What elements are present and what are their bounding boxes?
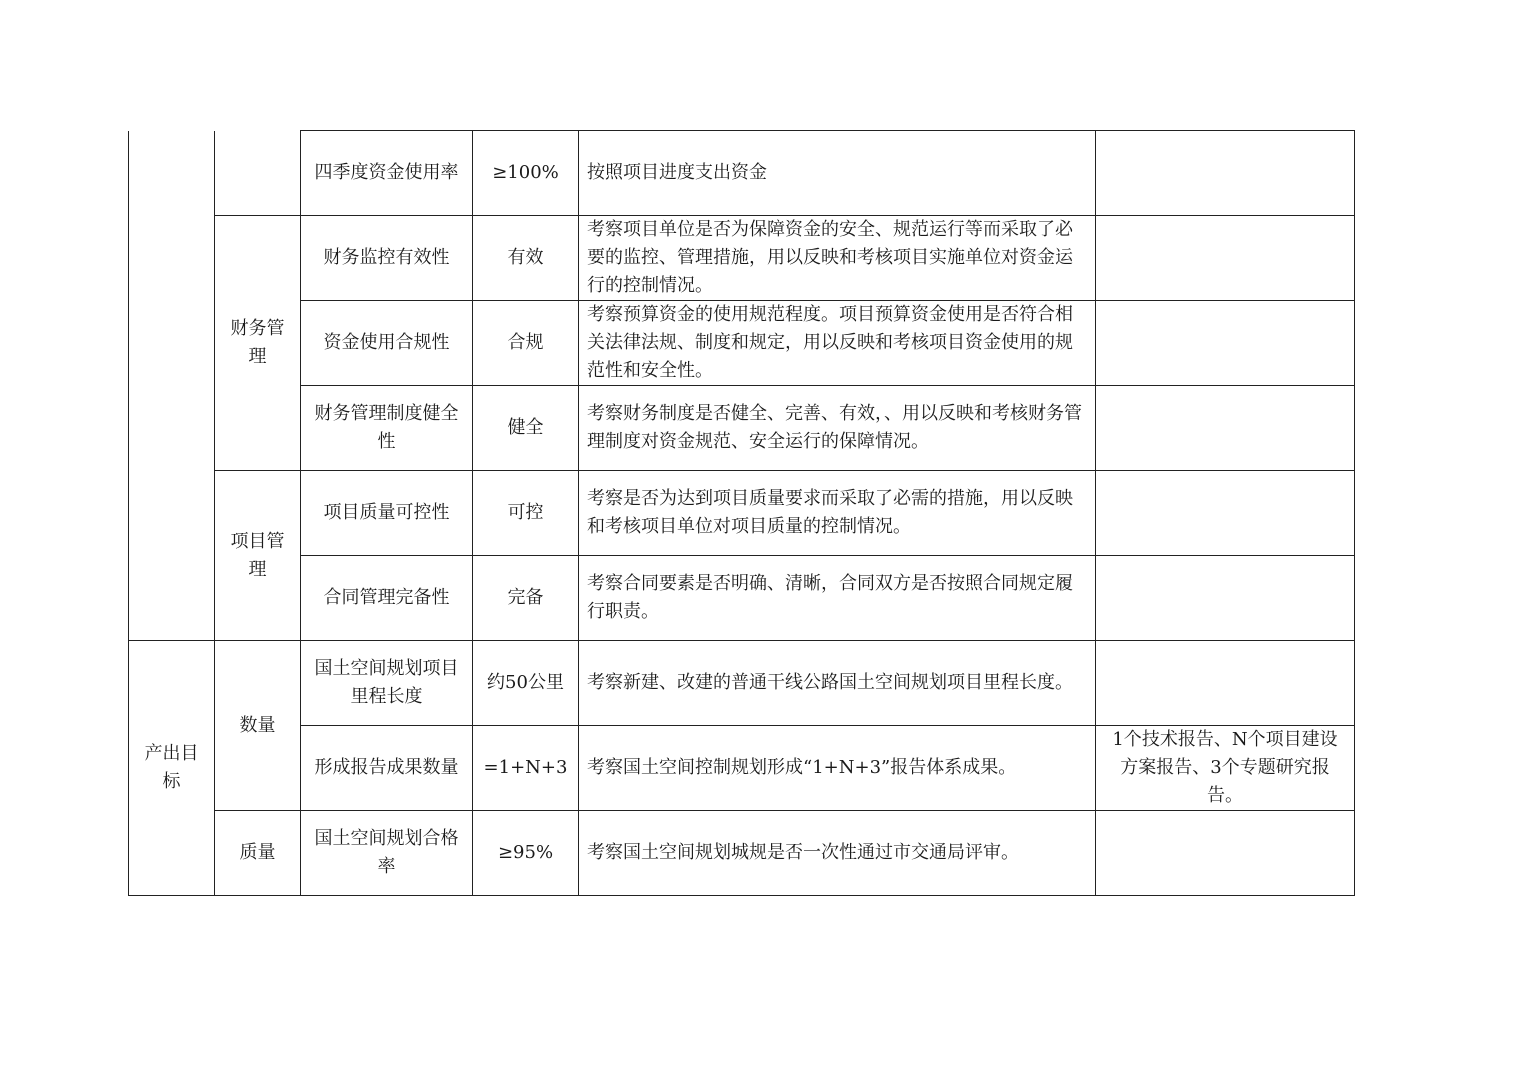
indicator-description: 考察国土空间规划城规是否一次性通过市交通局评审。 xyxy=(579,811,1096,896)
indicator-name: 财务监控有效性 xyxy=(301,216,473,301)
indicator-note xyxy=(1096,641,1355,726)
indicator-name: 项目质量可控性 xyxy=(301,471,473,556)
level2-cell-continued xyxy=(215,131,301,216)
indicator-value: 健全 xyxy=(473,386,579,471)
table-row xyxy=(129,556,1355,641)
indicator-note: 1个技术报告、N个项目建设方案报告、3个专题研究报告。 xyxy=(1096,726,1355,811)
table-row xyxy=(129,471,1355,556)
indicator-note xyxy=(1096,131,1355,216)
level2-quantity: 数量 xyxy=(215,641,301,811)
indicator-description: 考察预算资金的使用规范程度。项目预算资金使用是否符合相关法律法规、制度和规定，用以反映和考核项目资金使用的规范性和安全性。 xyxy=(579,301,1096,386)
indicator-description: 按照项目进度支出资金 xyxy=(579,131,1096,216)
indicator-description: 考察合同要素是否明确、清晰，合同双方是否按照合同规定履行职责。 xyxy=(579,556,1096,641)
table-row xyxy=(129,216,1355,301)
table-row xyxy=(129,301,1355,386)
level1-output: 产出目标 xyxy=(129,641,215,896)
indicator-note xyxy=(1096,216,1355,301)
table-row xyxy=(129,131,1355,216)
indicator-description: 考察国土空间控制规划形成“1+N+3”报告体系成果。 xyxy=(579,726,1096,811)
indicator-description: 考察是否为达到项目质量要求而采取了必需的措施，用以反映和考核项目单位对项目质量的控制情况。 xyxy=(579,471,1096,556)
table-row xyxy=(129,726,1355,811)
indicator-note xyxy=(1096,471,1355,556)
indicator-value: 合规 xyxy=(473,301,579,386)
indicator-name: 财务管理制度健全性 xyxy=(301,386,473,471)
indicator-note xyxy=(1096,811,1355,896)
indicator-name: 四季度资金使用率 xyxy=(301,131,473,216)
indicator-value: 有效 xyxy=(473,216,579,301)
indicator-value: ≥95% xyxy=(473,811,579,896)
performance-indicator-table xyxy=(128,130,1355,896)
indicator-note xyxy=(1096,386,1355,471)
level2-project: 项目管理 xyxy=(215,471,301,641)
indicator-description: 考察项目单位是否为保障资金的安全、规范运行等而采取了必要的监控、管理措施，用以反映和考核项目实施单位对资金运行的控制情况。 xyxy=(579,216,1096,301)
indicator-note xyxy=(1096,556,1355,641)
indicator-name: 形成报告成果数量 xyxy=(301,726,473,811)
table-row xyxy=(129,811,1355,896)
level1-cell-continued xyxy=(129,131,215,641)
indicator-name: 国土空间规划合格率 xyxy=(301,811,473,896)
table-row xyxy=(129,641,1355,726)
indicator-value: 可控 xyxy=(473,471,579,556)
table-row xyxy=(129,386,1355,471)
indicator-name: 合同管理完备性 xyxy=(301,556,473,641)
indicator-value: ≥100% xyxy=(473,131,579,216)
indicator-value: =1+N+3 xyxy=(473,726,579,811)
level2-quality: 质量 xyxy=(215,811,301,896)
indicator-value: 完备 xyxy=(473,556,579,641)
indicator-value: 约50公里 xyxy=(473,641,579,726)
indicator-name: 国土空间规划项目里程长度 xyxy=(301,641,473,726)
indicator-description: 考察新建、改建的普通干线公路国土空间规划项目里程长度。 xyxy=(579,641,1096,726)
indicator-description: 考察财务制度是否健全、完善、有效，、用以反映和考核财务管理制度对资金规范、安全运行的保障情况。 xyxy=(579,386,1096,471)
indicator-note xyxy=(1096,301,1355,386)
indicator-name: 资金使用合规性 xyxy=(301,301,473,386)
level2-finance: 财务管理 xyxy=(215,216,301,471)
